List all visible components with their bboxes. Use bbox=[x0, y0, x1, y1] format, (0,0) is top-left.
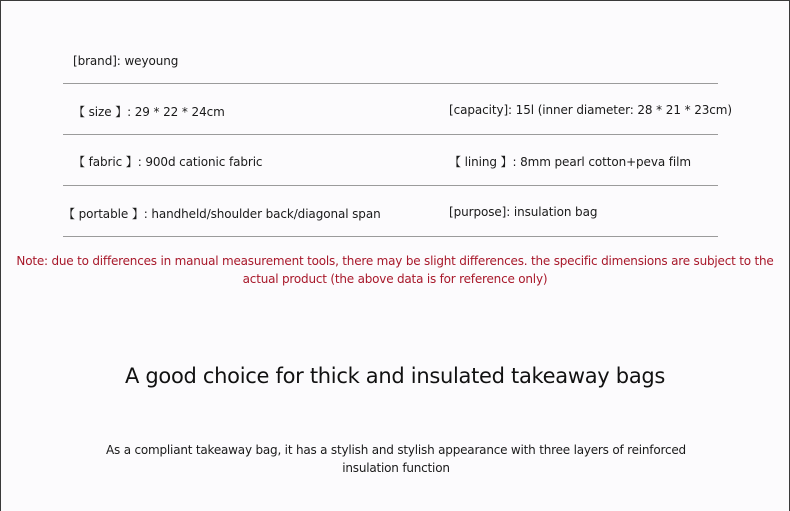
measurement-note: Note: due to differences in manual measurement tools, there may be slight differences. the specific dimensions are subject to the actual product (the above data is for reference only) bbox=[16, 254, 774, 286]
spec-size: 【 size 】: 29 * 22 * 24cm bbox=[73, 105, 225, 119]
spec-row-portable bbox=[63, 186, 718, 237]
frame-left-border bbox=[0, 0, 1, 511]
spec-row-fabric bbox=[63, 135, 718, 186]
spec-row-size bbox=[63, 84, 732, 135]
product-description: As a compliant takeaway bag, it has a stylish and stylish appearance with three layers of reinforced insulation function bbox=[106, 443, 686, 475]
frame-top-border bbox=[0, 0, 790, 1]
spec-capacity: [capacity]: 15l (inner diameter: 28 * 21 * 23cm) bbox=[449, 103, 732, 117]
spec-row-brand bbox=[63, 40, 718, 84]
spec-table bbox=[63, 40, 732, 237]
spec-fabric: 【 fabric 】: 900d cationic fabric bbox=[73, 155, 263, 169]
spec-portable: 【 portable 】: handheld/shoulder back/diagonal span bbox=[63, 207, 381, 221]
spec-purpose: [purpose]: insulation bag bbox=[449, 205, 598, 219]
spec-brand: [brand]: weyoung bbox=[73, 54, 179, 68]
section-headline: A good choice for thick and insulated takeaway bags bbox=[124, 364, 666, 388]
spec-lining: 【 lining 】: 8mm pearl cotton+peva film bbox=[449, 155, 691, 169]
